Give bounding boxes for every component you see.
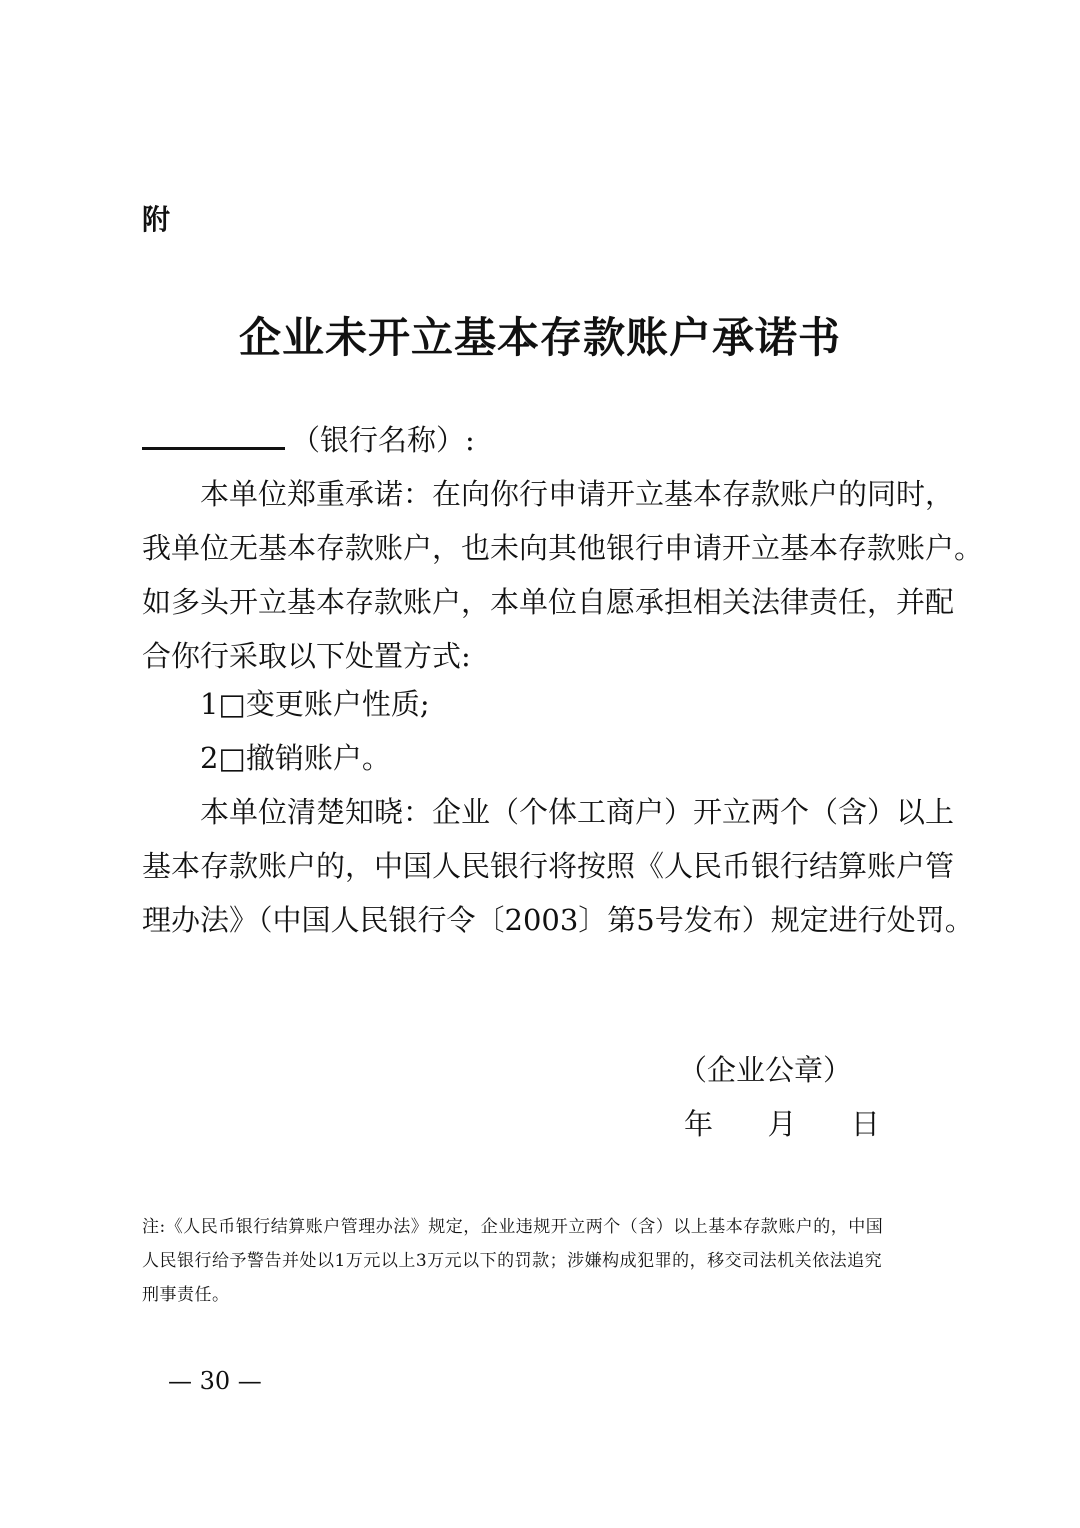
signature-date — [684, 1104, 880, 1144]
paragraph-line: 合你行采取以下处置方式: — [142, 639, 471, 673]
paragraph-line: 我单位无基本存款账户，也未向其他银行申请开立基本存款账户。 — [142, 531, 984, 565]
footnote-line: 刑事责任。 — [142, 1285, 230, 1305]
salutation-text: （银行名称）: — [291, 423, 475, 457]
acknowledgement-paragraph — [142, 792, 974, 954]
paragraph-line: 本单位郑重承诺：在向你行申请开立基本存款账户的同时， — [200, 477, 955, 511]
footnote-line: 注:《人民币银行结算账户管理办法》规定，企业违规开立两个（含）以上基本存款账户的，中国 — [142, 1217, 884, 1237]
date-year: 年 — [684, 1107, 714, 1141]
document-title: 企业未开立基本存款账户承诺书 — [238, 313, 841, 362]
option-cancel-account: 2□撤销账户。 — [200, 741, 391, 775]
salutation-line — [142, 420, 942, 460]
date-day: 日 — [850, 1107, 880, 1141]
date-month: 月 — [767, 1107, 797, 1141]
paragraph-line: 理办法》（中国人民银行令〔2003〕第5号发布）规定进行处罚。 — [142, 903, 974, 937]
footnote-line: 人民银行给予警告并处以1万元以上3万元以下的罚款；涉嫌构成犯罪的，移交司法机关依法追究 — [142, 1251, 883, 1271]
company-seal-label: （企业公章） — [678, 1053, 853, 1087]
footnote — [142, 1210, 942, 1312]
option-change-account-nature: 1□变更账户性质; — [200, 687, 430, 721]
paragraph-line: 本单位清楚知晓：企业（个体工商户）开立两个（含）以上 — [200, 795, 955, 829]
paragraph-line: 如多头开立基本存款账户，本单位自愿承担相关法律责任，并配 — [142, 585, 955, 619]
commitment-paragraph — [142, 474, 984, 690]
page-number: — 30 — — [168, 1367, 262, 1395]
disposal-options — [142, 684, 942, 792]
annex-label: 附 — [142, 203, 171, 236]
paragraph-line: 基本存款账户的，中国人民银行将按照《人民币银行结算账户管 — [142, 849, 955, 883]
bank-name-blank — [142, 425, 285, 450]
